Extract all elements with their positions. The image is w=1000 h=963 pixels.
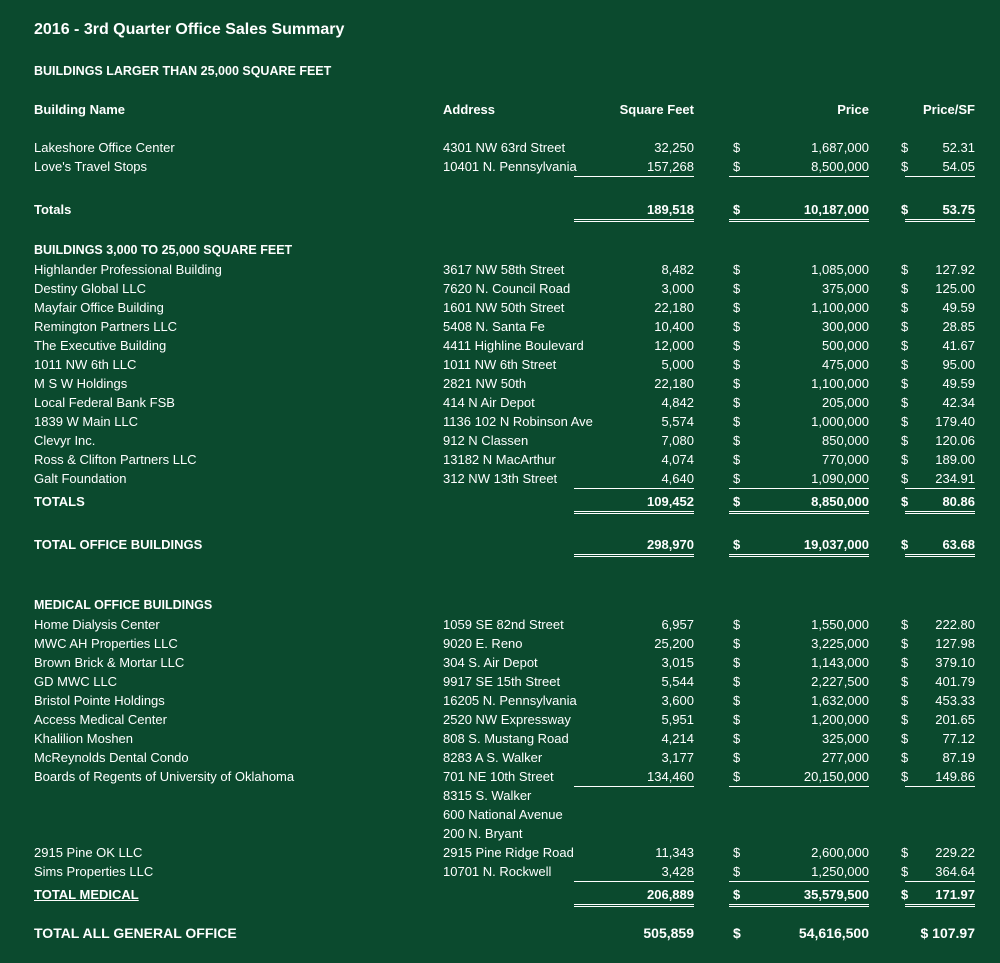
dollar-sign: $ [901, 712, 909, 727]
square-feet-cell: 5,574 [661, 414, 694, 429]
extra-address-row [0, 805, 1000, 824]
dollar-sign: $ [733, 262, 741, 277]
building-name-cell: M S W Holdings [34, 376, 128, 391]
dollar-sign: $ [901, 471, 909, 486]
extra-address-row [0, 786, 1000, 805]
price-cell: 1,550,000 [811, 617, 869, 632]
building-name-cell: Galt Foundation [34, 471, 127, 486]
square-feet-cell: 22,180 [654, 376, 694, 391]
price-cell: 2,227,500 [811, 674, 869, 689]
address-cell: 16205 N. Pennsylvania [443, 693, 577, 708]
address-cell: 1059 SE 82nd Street [443, 617, 564, 632]
extra-address-row [0, 824, 1000, 843]
address-cell: 414 N Air Depot [443, 395, 535, 410]
totals-label: TOTALS [34, 494, 85, 509]
building-name-cell: GD MWC LLC [34, 674, 118, 689]
square-feet-cell: 7,080 [661, 433, 694, 448]
dollar-sign: $ [901, 750, 909, 765]
square-feet-cell: 5,000 [661, 357, 694, 372]
price-per-sf-cell: 125.00 [935, 281, 975, 296]
table-row [0, 672, 1000, 691]
dollar-sign: $ [733, 414, 741, 429]
table-row [0, 412, 1000, 431]
price-per-sf-cell: 379.10 [935, 655, 975, 670]
square-feet-cell: 12,000 [654, 338, 694, 353]
dollar-sign: $ [733, 537, 741, 552]
price-per-sf-cell: 87.19 [942, 750, 975, 765]
price-cell: 300,000 [822, 319, 869, 334]
table-row [0, 260, 1000, 279]
building-name-cell: Love's Travel Stops [34, 159, 148, 174]
address-cell: 5408 N. Santa Fe [443, 319, 545, 334]
building-name-cell: 2915 Pine OK LLC [34, 845, 143, 860]
totals-price: 35,579,500 [729, 885, 869, 907]
office-totals-row [0, 535, 1000, 554]
price-per-sf-cell: 54.05 [905, 157, 975, 177]
price-cell: 1,143,000 [811, 655, 869, 670]
table-row [0, 748, 1000, 767]
price-per-sf-cell: 453.33 [935, 693, 975, 708]
price-cell: 2,600,000 [811, 845, 869, 860]
price-per-sf-cell: 49.59 [942, 376, 975, 391]
header-square-feet: Square Feet [619, 102, 694, 117]
totals-label: Totals [34, 202, 72, 217]
dollar-sign: $ [901, 769, 909, 784]
column-headers [0, 100, 1000, 119]
table-row [0, 355, 1000, 374]
price-per-sf-cell: 95.00 [942, 357, 975, 372]
dollar-sign: $ [733, 693, 741, 708]
address-cell: 304 S. Air Depot [443, 655, 538, 670]
building-name-cell: Home Dialysis Center [34, 617, 160, 632]
price-per-sf-cell: 52.31 [942, 140, 975, 155]
price-per-sf-cell: 77.12 [942, 731, 975, 746]
price-cell: 770,000 [822, 452, 869, 467]
address-cell: 701 NE 10th Street [443, 769, 554, 784]
table-row [0, 279, 1000, 298]
dollar-sign: $ [901, 674, 909, 689]
building-name-cell: Lakeshore Office Center [34, 140, 175, 155]
dollar-sign: $ [901, 887, 909, 902]
totals-price: 10,187,000 [729, 200, 869, 222]
totals-price: 54,616,500 [798, 925, 869, 941]
dollar-sign: $ [901, 731, 909, 746]
price-per-sf-cell: 28.85 [942, 319, 975, 334]
section-label: MEDICAL OFFICE BUILDINGS [34, 598, 213, 612]
price-cell: 1,100,000 [811, 376, 869, 391]
table-row [0, 298, 1000, 317]
address-cell: 2821 NW 50th [443, 376, 527, 391]
dollar-sign: $ [901, 494, 909, 509]
table-row [0, 450, 1000, 469]
section-label: BUILDINGS 3,000 TO 25,000 SQUARE FEET [34, 243, 293, 257]
totals-square-feet: 505,859 [643, 925, 694, 941]
square-feet-cell: 3,600 [661, 693, 694, 708]
totals-label: TOTAL OFFICE BUILDINGS [34, 537, 203, 552]
square-feet-cell: 25,200 [654, 636, 694, 651]
dollar-sign: $ [901, 617, 909, 632]
building-name-cell: Remington Partners LLC [34, 319, 178, 334]
address-cell: 1136 102 N Robinson Ave [443, 414, 593, 429]
totals-price-per-sf: 171.97 [905, 885, 975, 907]
dollar-sign: $ [733, 494, 741, 509]
square-feet-cell: 10,400 [654, 319, 694, 334]
square-feet-cell: 3,015 [661, 655, 694, 670]
price-cell: 475,000 [822, 357, 869, 372]
square-feet-cell: 3,428 [574, 862, 694, 882]
price-per-sf-cell: 49.59 [942, 300, 975, 315]
square-feet-cell: 4,842 [661, 395, 694, 410]
totals-square-feet: 189,518 [574, 200, 694, 222]
square-feet-cell: 5,951 [661, 712, 694, 727]
price-cell: 325,000 [822, 731, 869, 746]
dollar-sign: $ [901, 319, 909, 334]
section-large-heading [0, 62, 1000, 81]
dollar-sign: $ [733, 655, 741, 670]
dollar-sign: $ [901, 537, 909, 552]
table-row [0, 843, 1000, 862]
dollar-sign: $ [733, 452, 741, 467]
square-feet-cell: 134,460 [574, 767, 694, 787]
address-cell: 808 S. Mustang Road [443, 731, 569, 746]
dollar-sign: $ [733, 357, 741, 372]
totals-price-per-sf: 53.75 [905, 200, 975, 222]
dollar-sign: $ [733, 864, 741, 879]
square-feet-cell: 4,640 [574, 469, 694, 489]
table-row [0, 393, 1000, 412]
price-per-sf-cell: 41.67 [942, 338, 975, 353]
dollar-sign: $ [733, 617, 741, 632]
price-cell: 850,000 [822, 433, 869, 448]
price-cell: 3,225,000 [811, 636, 869, 651]
dollar-sign: $ [733, 731, 741, 746]
dollar-sign: $ [733, 471, 741, 486]
building-name-cell: The Executive Building [34, 338, 167, 353]
table-row [0, 862, 1000, 881]
dollar-sign: $ [733, 769, 741, 784]
price-per-sf-cell: 189.00 [935, 452, 975, 467]
table-row [0, 615, 1000, 634]
header-address: Address [443, 102, 496, 117]
section-medical-heading [0, 596, 1000, 615]
dollar-sign: $ [733, 395, 741, 410]
totals-price: 19,037,000 [729, 535, 869, 557]
price-cell: 20,150,000 [729, 767, 869, 787]
price-cell: 1,200,000 [811, 712, 869, 727]
table-row [0, 653, 1000, 672]
dollar-sign: $ [901, 655, 909, 670]
address-cell: 13182 N MacArthur [443, 452, 556, 467]
price-cell: 1,687,000 [811, 140, 869, 155]
dollar-sign: $ [733, 300, 741, 315]
table-row [0, 767, 1000, 786]
dollar-sign: $ [733, 433, 741, 448]
price-per-sf-cell: 234.91 [905, 469, 975, 489]
square-feet-cell: 3,000 [661, 281, 694, 296]
dollar-sign: $ [901, 338, 909, 353]
section-label: BUILDINGS LARGER THAN 25,000 SQUARE FEET [34, 64, 332, 78]
totals-square-feet: 109,452 [574, 492, 694, 514]
dollar-sign: $ [901, 864, 909, 879]
address-cell: 4411 Highline Boulevard [443, 338, 584, 353]
address-cell: 312 NW 13th Street [443, 471, 558, 486]
address-cell: 8283 A S. Walker [443, 750, 543, 765]
dollar-sign: $ [733, 925, 741, 941]
totals-price-per-sf: 63.68 [905, 535, 975, 557]
building-name-cell: 1011 NW 6th LLC [34, 357, 137, 372]
table-row [0, 317, 1000, 336]
table-row [0, 336, 1000, 355]
price-per-sf-cell: 120.06 [935, 433, 975, 448]
dollar-sign: $ [901, 376, 909, 391]
address-cell: 2915 Pine Ridge Road [443, 845, 574, 860]
totals-label: TOTAL ALL GENERAL OFFICE [34, 925, 237, 941]
mid-totals-row [0, 492, 1000, 511]
price-cell: 500,000 [822, 338, 869, 353]
address-cell: 7620 N. Council Road [443, 281, 571, 296]
price-cell: 8,500,000 [729, 157, 869, 177]
price-per-sf-cell: 229.22 [935, 845, 975, 860]
dollar-sign: $ [733, 319, 741, 334]
dollar-sign: $ [733, 750, 741, 765]
table-row [0, 138, 1000, 157]
address-cell: 10401 N. Pennsylvania [443, 159, 577, 174]
large-totals-row [0, 200, 1000, 219]
address-cell: 600 National Avenue [443, 807, 563, 822]
address-cell: 200 N. Bryant [443, 826, 523, 841]
dollar-sign: $ [733, 159, 741, 174]
price-cell: 1,250,000 [729, 862, 869, 882]
address-cell: 8315 S. Walker [443, 788, 532, 803]
price-per-sf-cell: 127.92 [935, 262, 975, 277]
building-name-cell: Bristol Pointe Holdings [34, 693, 165, 708]
price-per-sf-cell: 149.86 [905, 767, 975, 787]
building-name-cell: Ross & Clifton Partners LLC [34, 452, 197, 467]
address-cell: 912 N Classen [443, 433, 529, 448]
building-name-cell: Boards of Regents of University of Oklahoma [34, 769, 295, 784]
section-mid-heading [0, 241, 1000, 260]
square-feet-cell: 22,180 [654, 300, 694, 315]
dollar-sign: $ [733, 674, 741, 689]
totals-price-per-sf: 80.86 [905, 492, 975, 514]
header-price-per-sf: Price/SF [922, 102, 975, 117]
dollar-sign: $ [733, 281, 741, 296]
address-cell: 1011 NW 6th Street [443, 357, 557, 372]
dollar-sign: $ [901, 357, 909, 372]
dollar-sign: $ [733, 338, 741, 353]
dollar-sign: $ [733, 712, 741, 727]
table-row [0, 710, 1000, 729]
table-row [0, 729, 1000, 748]
building-name-cell: McReynolds Dental Condo [34, 750, 189, 765]
page-title: 2016 - 3rd Quarter Office Sales Summary [34, 21, 345, 38]
dollar-sign: $ [901, 262, 909, 277]
dollar-sign: $ [733, 140, 741, 155]
address-cell: 10701 N. Rockwell [443, 864, 552, 879]
square-feet-cell: 8,482 [661, 262, 694, 277]
dollar-sign: $ [901, 452, 909, 467]
dollar-sign: $ [901, 636, 909, 651]
building-name-cell: MWC AH Properties LLC [34, 636, 178, 651]
square-feet-cell: 4,214 [661, 731, 694, 746]
totals-square-feet: 298,970 [574, 535, 694, 557]
address-cell: 4301 NW 63rd Street [443, 140, 566, 155]
building-name-cell: Highlander Professional Building [34, 262, 222, 277]
dollar-sign: $ [901, 281, 909, 296]
building-name-cell: Access Medical Center [34, 712, 167, 727]
square-feet-cell: 6,957 [661, 617, 694, 632]
totals-price-per-sf: $ 107.97 [920, 925, 975, 941]
price-cell: 1,090,000 [729, 469, 869, 489]
price-cell: 375,000 [822, 281, 869, 296]
square-feet-cell: 3,177 [661, 750, 694, 765]
address-cell: 9917 SE 15th Street [443, 674, 561, 689]
address-cell: 2520 NW Expressway [443, 712, 571, 727]
building-name-cell: Sims Properties LLC [34, 864, 154, 879]
price-per-sf-cell: 401.79 [935, 674, 975, 689]
dollar-sign: $ [733, 636, 741, 651]
price-per-sf-cell: 127.98 [935, 636, 975, 651]
dollar-sign: $ [901, 693, 909, 708]
dollar-sign: $ [733, 887, 741, 902]
price-per-sf-cell: 364.64 [905, 862, 975, 882]
building-name-cell: Local Federal Bank FSB [34, 395, 175, 410]
square-feet-cell: 5,544 [661, 674, 694, 689]
dollar-sign: $ [733, 376, 741, 391]
header-building-name: Building Name [34, 102, 126, 117]
header-price: Price [837, 102, 869, 117]
building-name-cell: Destiny Global LLC [34, 281, 146, 296]
grand-totals-row [0, 924, 1000, 943]
dollar-sign: $ [901, 414, 909, 429]
square-feet-cell: 4,074 [661, 452, 694, 467]
price-cell: 1,632,000 [811, 693, 869, 708]
table-row [0, 634, 1000, 653]
building-name-cell: Brown Brick & Mortar LLC [34, 655, 185, 670]
dollar-sign: $ [901, 202, 909, 217]
table-row [0, 374, 1000, 393]
price-cell: 1,100,000 [811, 300, 869, 315]
price-per-sf-cell: 201.65 [935, 712, 975, 727]
square-feet-cell: 11,343 [655, 845, 694, 860]
dollar-sign: $ [901, 395, 909, 410]
table-row [0, 691, 1000, 710]
building-name-cell: 1839 W Main LLC [34, 414, 139, 429]
table-row [0, 157, 1000, 176]
square-feet-cell: 157,268 [574, 157, 694, 177]
medical-totals-row [0, 885, 1000, 904]
building-name-cell: Khalilion Moshen [34, 731, 134, 746]
table-row [0, 431, 1000, 450]
totals-label: TOTAL MEDICAL [34, 887, 139, 902]
price-cell: 277,000 [822, 750, 869, 765]
price-per-sf-cell: 179.40 [935, 414, 975, 429]
totals-square-feet: 206,889 [574, 885, 694, 907]
dollar-sign: $ [901, 433, 909, 448]
address-cell: 3617 NW 58th Street [443, 262, 565, 277]
address-cell: 9020 E. Reno [443, 636, 523, 651]
building-name-cell: Mayfair Office Building [34, 300, 164, 315]
square-feet-cell: 32,250 [654, 140, 694, 155]
address-cell: 1601 NW 50th Street [443, 300, 565, 315]
price-per-sf-cell: 42.34 [942, 395, 975, 410]
building-name-cell: Clevyr Inc. [34, 433, 96, 448]
dollar-sign: $ [901, 845, 909, 860]
price-cell: 205,000 [822, 395, 869, 410]
price-per-sf-cell: 222.80 [935, 617, 975, 632]
dollar-sign: $ [901, 140, 909, 155]
price-cell: 1,085,000 [811, 262, 869, 277]
table-row [0, 469, 1000, 488]
dollar-sign: $ [901, 300, 909, 315]
price-cell: 1,000,000 [811, 414, 869, 429]
dollar-sign: $ [733, 845, 741, 860]
totals-price: 8,850,000 [729, 492, 869, 514]
dollar-sign: $ [901, 159, 909, 174]
dollar-sign: $ [733, 202, 741, 217]
